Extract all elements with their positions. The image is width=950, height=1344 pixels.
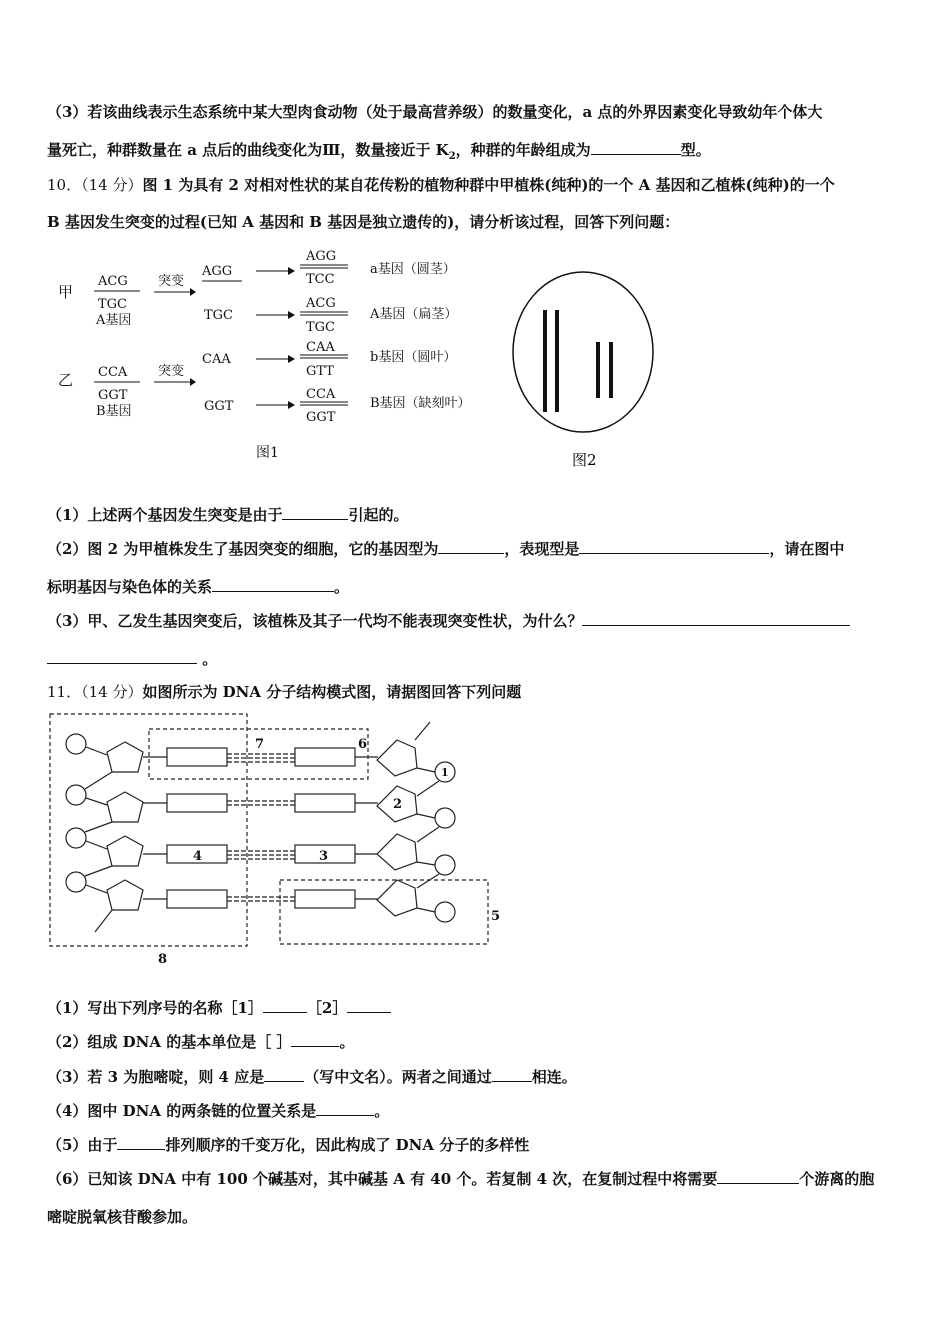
svg-text:GTT: GTT [306,364,334,379]
label-2: 2 [393,797,403,812]
answer-blank[interactable] [264,1067,304,1082]
q11-6: （6）已知该 DNA 中有 100 个碱基对，其中碱基 A 有 40 个。若复制 4 次，在复制过程中将需要 个游离的胞 [47,1170,875,1188]
answer-blank[interactable] [117,1135,165,1150]
svg-text:B基因: B基因 [96,404,132,419]
figure-1 [50,245,500,470]
answer-blank[interactable] [591,140,681,155]
label-5: 5 [491,909,501,924]
q11-3: （3）若 3 为胞嘧啶，则 4 应是 （写中文名）。两者之间通过 相连。 [47,1068,577,1086]
svg-text:CCA: CCA [306,387,336,402]
svg-text:CAA: CAA [202,352,231,367]
svg-text:TCC: TCC [306,272,335,287]
deoxyribose [377,880,417,916]
answer-blank[interactable] [717,1169,799,1184]
q11-4: （4）图中 DNA 的两条链的位置关系是 。 [47,1102,390,1120]
answer-blank[interactable] [579,539,769,554]
q10-1: （1）上述两个基因发生突变是由于 引起的。 [47,506,409,524]
answer-blank[interactable] [212,577,334,592]
phosphate [435,855,455,875]
svg-text:AGG: AGG [306,249,337,264]
base [167,890,227,908]
answer-blank[interactable] [291,1032,339,1047]
answer-blank[interactable] [582,611,850,626]
q9-3-line2: 量死亡，种群数量在 a 点后的曲线变化为Ⅲ，数量接近于 $K_2$，种群的年龄组成为 型。 [47,141,711,162]
svg-text:TGC: TGC [306,320,336,335]
q10-stem-line1: 10．（14 分）图 1 为具有 2 对相对性状的某自花传粉的植物种群中甲植株(纯种)的一个 A 基因和乙植株(纯种)的一个 [47,176,835,194]
q10-stem-line2: B 基因发生突变的过程(已知 A 基因和 B 基因是独立遗传的)，请分析该过程，回答下列问题： [47,213,680,231]
label-6: 6 [358,737,368,752]
q11-1: （1）写出下列序号的名称［1］ ［2］ [47,998,391,1018]
label-1: 1 [441,766,449,779]
svg-text:A基因（扁茎）: A基因（扁茎） [370,307,458,322]
phosphate [66,734,86,754]
q10-3-cont: 。 [47,649,217,669]
label-7: 7 [255,737,265,752]
svg-text:b基因（圆叶）: b基因（圆叶） [370,350,457,365]
deoxyribose [107,880,143,910]
answer-blank[interactable] [263,998,307,1013]
label-3: 3 [319,849,329,864]
label-8: 8 [158,952,168,967]
svg-text:突变: 突变 [158,364,185,379]
answer-blank[interactable] [47,649,197,664]
answer-blank[interactable] [438,539,504,554]
svg-text:AGG: AGG [202,264,233,279]
svg-text:ACG: ACG [98,274,128,289]
base [167,794,227,812]
svg-text:突变: 突变 [158,274,185,289]
q9-3-line1: （3）若该曲线表示生态系统中某大型肉食动物（处于最高营养级）的数量变化，a 点的外界因素变化导致幼年个体大 [47,103,823,121]
q11-6-cont: 嘧啶脱氧核苷酸参加。 [47,1208,198,1226]
svg-text:a基因（圆茎）: a基因（圆茎） [370,262,456,277]
figure-2 [505,270,665,475]
phosphate [66,785,86,805]
answer-blank[interactable] [347,998,391,1013]
jia-label: 甲 [58,283,74,301]
svg-text:CCA: CCA [98,365,128,380]
q10-3: （3）甲、乙发生基因突变后，该植株及其子一代均不能表现突变性状，为什么？ [47,611,850,631]
figure-2-caption: 图2 [572,451,597,469]
q11-stem: 11．（14 分）如图所示为 DNA 分子结构模式图，请据图回答下列问题 [47,683,522,701]
svg-text:CAA: CAA [306,340,335,355]
q10-2-cont: 标明基因与染色体的关系 。 [47,578,350,596]
label-4: 4 [193,849,203,864]
svg-text:TGC: TGC [98,297,128,312]
svg-text:GGT: GGT [98,388,128,403]
svg-text:GGT: GGT [306,410,336,425]
yi-label: 乙 [58,371,74,389]
dna-structure-figure [45,710,515,970]
answer-blank[interactable] [492,1067,532,1082]
deoxyribose [107,792,143,822]
q11-5: （5）由于 排列顺序的千变万化，因此构成了 DNA 分子的多样性 [47,1136,530,1154]
figure-1-caption: 图1 [256,445,279,461]
phosphate [435,902,455,922]
deoxyribose [107,836,143,866]
phosphate [66,828,86,848]
base [167,748,227,766]
answer-blank[interactable] [316,1101,374,1116]
phosphate [66,872,86,892]
base [295,748,355,766]
q10-2: （2）图 2 为甲植株发生了基因突变的细胞，它的基因型为 ，表现型是 ，请在图中 [47,540,845,558]
deoxyribose [107,742,143,772]
svg-text:A基因: A基因 [96,313,132,328]
deoxyribose [377,740,417,776]
svg-text:B基因（缺刻叶）: B基因（缺刻叶） [370,396,471,411]
base [295,890,355,908]
svg-text:ACG: ACG [306,296,336,311]
answer-blank[interactable] [282,505,348,520]
svg-text:GGT: GGT [204,399,234,414]
phosphate [435,808,455,828]
cell-outline [513,272,653,432]
deoxyribose [377,834,417,870]
svg-text:TGC: TGC [204,308,234,323]
q11-2: （2）组成 DNA 的基本单位是［ ］ 。 [47,1033,355,1051]
base [295,794,355,812]
